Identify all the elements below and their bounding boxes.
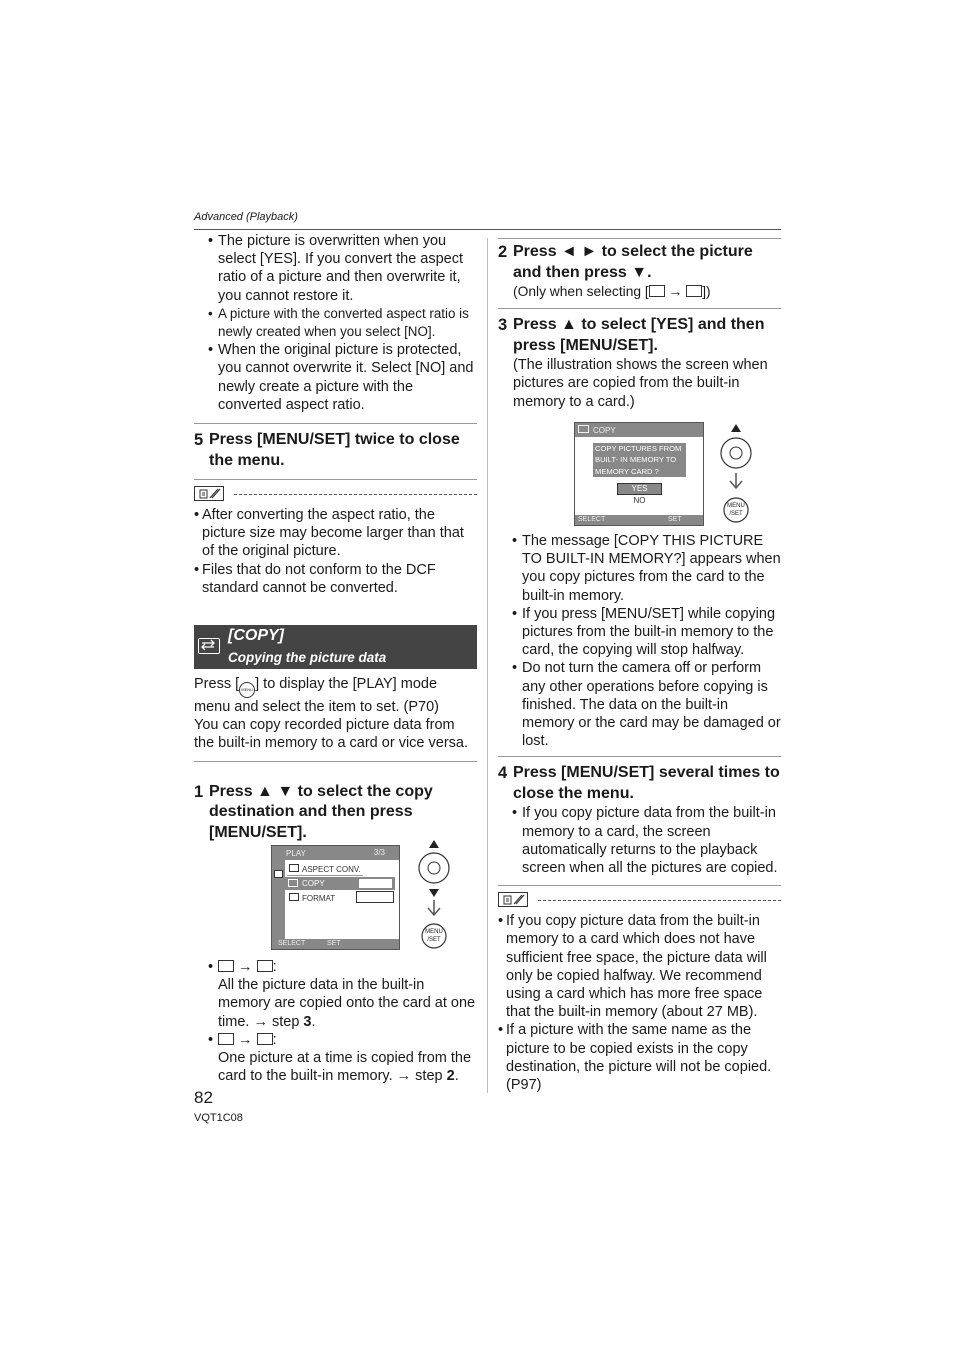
note2-bullet-1: • If you copy picture data from the built-in memory to a card which does not have sufficient free space, the picture data will only be copied halfway. We recommend using a card which has more free space that the built-in memory (about 27 MB). [498, 912, 781, 1021]
column-divider [487, 238, 488, 1093]
up-down-arrows: ▲ ▼ [257, 782, 294, 800]
copy-banner [194, 625, 477, 669]
note-icon [194, 486, 224, 501]
option-in-to-card-desc: All the picture data in the built-in memory are copied onto the card at one time. → step 3. [218, 977, 476, 1030]
copy-description: You can copy recorded picture data from the built-in memory to a card or vice versa. [194, 717, 468, 752]
play-menu-screen [271, 845, 400, 950]
note-header [194, 486, 477, 504]
yes-option: YES [617, 483, 662, 495]
step-1: 1 Press ▲ ▼ to select the copy destination and then press [MENU/SET]. [194, 782, 433, 841]
card-icon [257, 960, 273, 972]
rule [194, 479, 477, 480]
step-number: 5 [194, 431, 204, 450]
step-text: Press [MENU/SET] twice to close the menu. [209, 431, 460, 469]
step-4: 4 Press [MENU/SET] several times to close the menu. [498, 764, 780, 802]
note-dash-line [234, 494, 477, 495]
play-tab-icon [274, 870, 283, 878]
option-card-to-in: • → : [194, 1031, 477, 1049]
menu-set-button: MENU /SET [727, 503, 745, 517]
card-to-in-option [356, 891, 394, 903]
screen-title-bar: PLAY 3/3 [272, 846, 399, 860]
in-to-card-option [359, 879, 392, 888]
aspect-icon [289, 864, 299, 872]
note-dash-line [538, 900, 781, 901]
page-number: 82 [194, 1088, 213, 1107]
copy-small-icon [288, 879, 298, 887]
menu-item-format: FORMAT [287, 892, 363, 904]
screen-title-bar: COPY [575, 423, 703, 437]
step-5 [194, 430, 477, 471]
built-in-memory-icon [257, 1033, 273, 1045]
intro-bullet-2: • A picture with the converted aspect ratio is newly created when you select [NO]. [194, 305, 477, 341]
menu-set-button: MENU /SET [425, 929, 443, 943]
screen-footer: SELECT SET [272, 939, 399, 949]
card-icon [218, 1033, 234, 1045]
confirm-question: COPY PICTURES FROM BUILT- IN MEMORY TO MEMORY CARD ? [593, 443, 686, 477]
banner-title: [COPY] [228, 627, 284, 645]
right-column [498, 238, 781, 411]
built-in-memory-icon [686, 285, 702, 297]
card-icon [649, 285, 665, 297]
copy-icon [198, 638, 220, 654]
copy-small-icon [578, 425, 589, 433]
note-bullet-1: • After converting the aspect ratio, the picture size may become larger than that of the original picture. [194, 506, 477, 561]
format-icon [289, 893, 299, 901]
press-instruction: Press [ MENU ] to display the [PLAY] mode menu and select the item to set. (P70) [194, 676, 440, 716]
note-header [498, 892, 781, 910]
right-column-lower [498, 532, 781, 1094]
up-arrow: ▲ [561, 316, 577, 334]
option-in-to-card: • → : [194, 958, 477, 976]
left-column [194, 232, 477, 843]
built-in-memory-icon [218, 960, 234, 972]
step-3-note: (The illustration shows the screen when pictures are copied from the built-in memory to a card.) [513, 357, 768, 410]
copy-confirm-screen [574, 422, 704, 526]
banner-subtitle: Copying the picture data [228, 650, 387, 666]
copy-options [194, 958, 477, 1085]
option-card-to-in-desc: One picture at a time is copied from the card to the built-in memory. → step 2. [218, 1050, 472, 1085]
menu-item-copy: COPY [285, 877, 395, 890]
step3-bullet-3: • Do not turn the camera off or perform any other operations before copying is finished. The data on the built-in memory or the card may be damaged or lost. [498, 659, 781, 750]
step4-bullet-1: • If you copy picture data from the built-in memory to a card, the screen automatically returns to the playback screen when all the pictures are copied. [498, 804, 781, 877]
header-rule [194, 229, 781, 230]
rule [498, 308, 781, 309]
no-option: NO [633, 496, 646, 505]
rule [498, 238, 781, 239]
rule [498, 885, 781, 886]
step-3: 3 Press ▲ to select [YES] and then press [MENU/SET]. [498, 316, 765, 354]
intro-bullet-1: • The picture is overwritten when you select [YES]. If you convert the aspect ratio of a picture and then overwrite it, you cannot restore it. [194, 232, 477, 305]
document-code: VQT1C08 [194, 1112, 243, 1124]
note2-bullet-2: • If a picture with the same name as the picture to be copied exists in the copy destination, the picture will not be copied. (P97) [498, 1021, 781, 1094]
rule [194, 423, 477, 424]
note-bullet-2: • Files that do not conform to the DCF standard cannot be converted. [194, 561, 477, 597]
left-right-arrows: ◄ ► [561, 243, 598, 260]
screen-footer: SELECT SET [575, 515, 703, 525]
step3-bullet-1: • The message [COPY THIS PICTURE TO BUILT-IN MEMORY?] appears when you copy pictures from the card to the built-in memory. [498, 532, 781, 605]
rule [498, 756, 781, 757]
note-icon [498, 892, 528, 907]
menu-item-aspect: ASPECT CONV. [287, 863, 363, 876]
step-2-note: (Only when selecting [ → ]) [513, 284, 711, 299]
step3-bullet-2: • If you press [MENU/SET] while copying pictures from the built-in memory to the card, the copying will stop halfway. [498, 605, 781, 660]
step-2: 2 Press ◄ ► to select the picture and then press ▼. [498, 243, 753, 281]
section-label: Advanced (Playback) [194, 211, 298, 223]
intro-bullet-3: • When the original picture is protected, you cannot overwrite it. Select [NO] and newly create a picture with the converted aspect ratio. [194, 341, 477, 414]
screen-side-tabs [272, 860, 285, 939]
rule [194, 761, 477, 762]
menu-set-icon: MENU [239, 682, 255, 698]
